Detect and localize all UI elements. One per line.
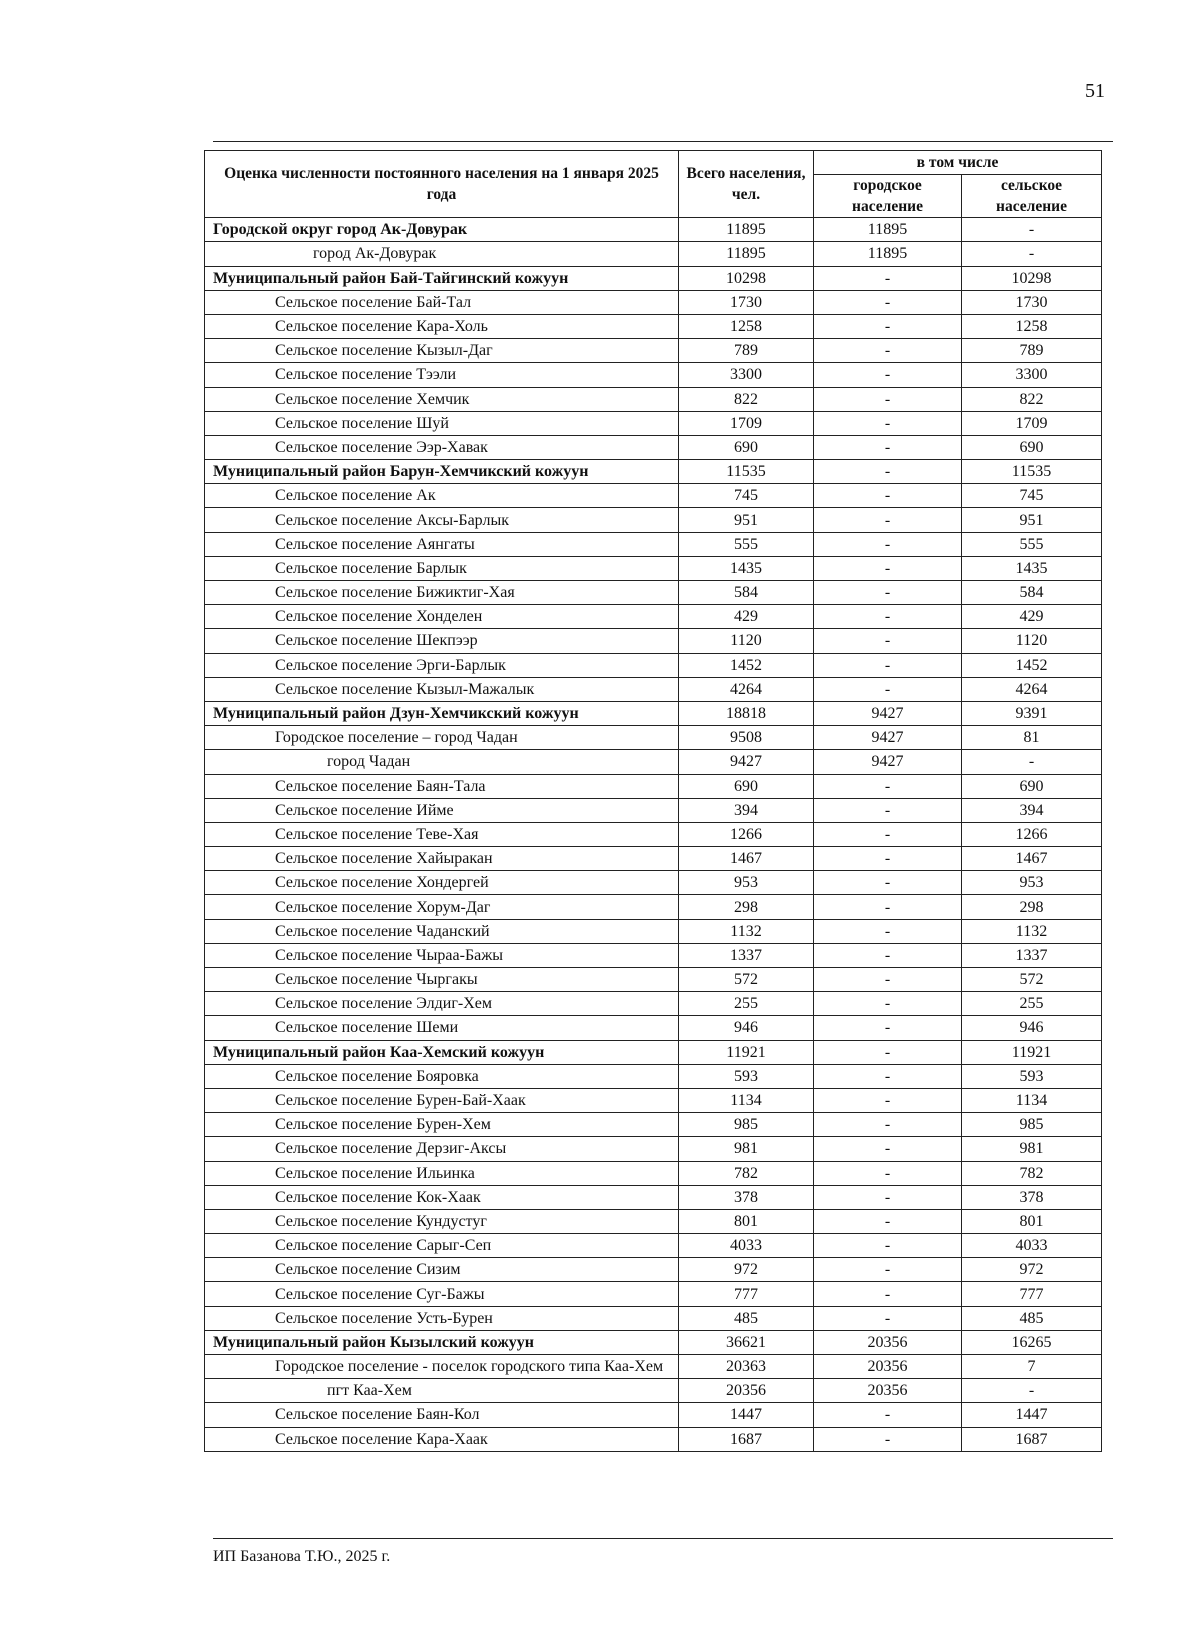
row-name: Сельское поселение Баян-Кол (205, 1403, 679, 1427)
row-urban: - (814, 1088, 962, 1112)
row-name: Сельское поселение Шекпээр (205, 629, 679, 653)
row-total: 572 (679, 968, 814, 992)
table-row (205, 726, 1102, 750)
row-total: 951 (679, 508, 814, 532)
row-total: 20356 (679, 1379, 814, 1403)
table-row (205, 605, 1102, 629)
row-urban: - (814, 460, 962, 484)
row-total: 11895 (679, 242, 814, 266)
table-row (205, 218, 1102, 242)
row-total: 1687 (679, 1427, 814, 1451)
row-urban: - (814, 1161, 962, 1185)
row-urban: - (814, 290, 962, 314)
row-urban: - (814, 435, 962, 459)
row-urban: 20356 (814, 1330, 962, 1354)
row-total: 953 (679, 871, 814, 895)
row-urban: - (814, 1403, 962, 1427)
table-row (205, 1427, 1102, 1451)
row-name: Сельское поселение Барлык (205, 556, 679, 580)
row-total: 9508 (679, 726, 814, 750)
row-urban: - (814, 1040, 962, 1064)
table-row (205, 1040, 1102, 1064)
row-total: 378 (679, 1185, 814, 1209)
row-name: Сельское поселение Кызыл-Мажалык (205, 677, 679, 701)
table-row (205, 460, 1102, 484)
table-row (205, 871, 1102, 895)
row-total: 1435 (679, 556, 814, 580)
table-row (205, 242, 1102, 266)
row-total: 1132 (679, 919, 814, 943)
row-rural: 1467 (962, 847, 1102, 871)
row-total: 394 (679, 798, 814, 822)
row-urban: 11895 (814, 242, 962, 266)
table-row (205, 1161, 1102, 1185)
row-name: Сельское поселение Чыраа-Бажы (205, 943, 679, 967)
row-urban: - (814, 871, 962, 895)
row-name: Сельское поселение Эрги-Барлык (205, 653, 679, 677)
row-rural: 555 (962, 532, 1102, 556)
row-urban: - (814, 629, 962, 653)
row-name: Сельское поселение Кара-Холь (205, 314, 679, 338)
row-urban: - (814, 677, 962, 701)
footer: ИП Базанова Т.Ю., 2025 г. (213, 1548, 391, 1565)
row-rural: 1258 (962, 314, 1102, 338)
table-row (205, 581, 1102, 605)
row-urban: - (814, 919, 962, 943)
row-rural: 1134 (962, 1088, 1102, 1112)
row-urban: - (814, 1016, 962, 1040)
table-row (205, 1403, 1102, 1427)
row-urban: - (814, 1306, 962, 1330)
row-rural: 572 (962, 968, 1102, 992)
header-urban: городское население (814, 175, 962, 218)
row-name: Сельское поселение Хорум-Даг (205, 895, 679, 919)
row-name: Сельское поселение Усть-Бурен (205, 1306, 679, 1330)
row-rural: 777 (962, 1282, 1102, 1306)
row-rural: 1132 (962, 919, 1102, 943)
row-urban: - (814, 1185, 962, 1209)
table-header (205, 151, 1102, 218)
row-name: Сельское поселение Тээли (205, 363, 679, 387)
row-total: 10298 (679, 266, 814, 290)
row-total: 593 (679, 1064, 814, 1088)
row-name: Сельское поселение Кундустуг (205, 1209, 679, 1233)
row-name: Сельское поселение Хонделен (205, 605, 679, 629)
row-name: Муниципальный район Кызылский кожуун (205, 1330, 679, 1354)
row-name: Сельское поселение Шуй (205, 411, 679, 435)
row-urban: - (814, 822, 962, 846)
row-urban: - (814, 1427, 962, 1451)
row-rural: 81 (962, 726, 1102, 750)
row-rural: 946 (962, 1016, 1102, 1040)
row-rural: 953 (962, 871, 1102, 895)
row-name: Городское поселение - поселок городского типа Каа-Хем (205, 1355, 679, 1379)
row-name: Городской округ город Ак-Довурак (205, 218, 679, 242)
row-total: 1134 (679, 1088, 814, 1112)
table-row (205, 290, 1102, 314)
row-name: Муниципальный район Дзун-Хемчикский кожуун (205, 701, 679, 725)
row-name: город Ак-Довурак (205, 242, 679, 266)
row-rural: 981 (962, 1137, 1102, 1161)
table-row (205, 1306, 1102, 1330)
row-name: Муниципальный район Бай-Тайгинский кожуун (205, 266, 679, 290)
row-urban: - (814, 314, 962, 338)
row-rural: - (962, 242, 1102, 266)
row-urban: - (814, 556, 962, 580)
row-rural: 822 (962, 387, 1102, 411)
row-total: 1337 (679, 943, 814, 967)
table-row (205, 943, 1102, 967)
row-rural: 1120 (962, 629, 1102, 653)
row-name: Сельское поселение Ийме (205, 798, 679, 822)
row-rural: 1447 (962, 1403, 1102, 1427)
row-rural: 11535 (962, 460, 1102, 484)
row-total: 1467 (679, 847, 814, 871)
table-row (205, 1088, 1102, 1112)
row-rural: - (962, 218, 1102, 242)
row-name: Сельское поселение Хемчик (205, 387, 679, 411)
row-name: Сельское поселение Чыргакы (205, 968, 679, 992)
table-row (205, 1064, 1102, 1088)
row-urban: 9427 (814, 726, 962, 750)
row-rural: 394 (962, 798, 1102, 822)
row-urban: - (814, 339, 962, 363)
row-total: 981 (679, 1137, 814, 1161)
row-total: 429 (679, 605, 814, 629)
row-rural: 9391 (962, 701, 1102, 725)
table-row (205, 484, 1102, 508)
table-row (205, 992, 1102, 1016)
row-urban: - (814, 1113, 962, 1137)
row-name: Муниципальный район Каа-Хемский кожуун (205, 1040, 679, 1064)
row-rural: 1730 (962, 290, 1102, 314)
table-row (205, 411, 1102, 435)
row-total: 1709 (679, 411, 814, 435)
row-total: 745 (679, 484, 814, 508)
row-rural: 485 (962, 1306, 1102, 1330)
row-urban: 9427 (814, 701, 962, 725)
row-total: 255 (679, 992, 814, 1016)
row-total: 584 (679, 581, 814, 605)
row-urban: - (814, 1258, 962, 1282)
row-total: 11895 (679, 218, 814, 242)
table-row (205, 1258, 1102, 1282)
row-name: Сельское поселение Хайыракан (205, 847, 679, 871)
page-number: 51 (1085, 80, 1105, 102)
row-urban: - (814, 266, 962, 290)
row-name: Сельское поселение Суг-Бажы (205, 1282, 679, 1306)
row-urban: - (814, 363, 962, 387)
row-name: Сельское поселение Элдиг-Хем (205, 992, 679, 1016)
row-name: Сельское поселение Бурен-Бай-Хаак (205, 1088, 679, 1112)
row-rural: 4033 (962, 1234, 1102, 1258)
row-total: 1447 (679, 1403, 814, 1427)
row-urban: - (814, 581, 962, 605)
row-urban: 20356 (814, 1379, 962, 1403)
row-total: 777 (679, 1282, 814, 1306)
table-row (205, 1282, 1102, 1306)
row-rural: 1452 (962, 653, 1102, 677)
table-row (205, 701, 1102, 725)
row-rural: 3300 (962, 363, 1102, 387)
table-row (205, 677, 1102, 701)
table-row (205, 508, 1102, 532)
table-row (205, 847, 1102, 871)
row-total: 690 (679, 774, 814, 798)
row-name: Сельское поселение Баян-Тала (205, 774, 679, 798)
row-total: 782 (679, 1161, 814, 1185)
row-total: 20363 (679, 1355, 814, 1379)
row-urban: - (814, 484, 962, 508)
row-name: Сельское поселение Бижиктиг-Хая (205, 581, 679, 605)
row-total: 1266 (679, 822, 814, 846)
row-total: 789 (679, 339, 814, 363)
table-row (205, 1355, 1102, 1379)
table-row (205, 1185, 1102, 1209)
row-total: 9427 (679, 750, 814, 774)
row-name: Сельское поселение Бояровка (205, 1064, 679, 1088)
row-urban: - (814, 532, 962, 556)
table-row (205, 1137, 1102, 1161)
row-total: 485 (679, 1306, 814, 1330)
table-row (205, 750, 1102, 774)
table-row (205, 532, 1102, 556)
header-including: в том числе (814, 151, 1102, 175)
table-row (205, 435, 1102, 459)
row-urban: - (814, 653, 962, 677)
row-rural: 789 (962, 339, 1102, 363)
row-rural: 690 (962, 774, 1102, 798)
row-name: пгт Каа-Хем (205, 1379, 679, 1403)
row-name: Сельское поселение Бай-Тал (205, 290, 679, 314)
table-row (205, 1330, 1102, 1354)
row-name: город Чадан (205, 750, 679, 774)
row-name: Сельское поселение Хондергей (205, 871, 679, 895)
row-urban: - (814, 1282, 962, 1306)
row-total: 946 (679, 1016, 814, 1040)
row-urban: - (814, 411, 962, 435)
table-row (205, 774, 1102, 798)
table-row (205, 1209, 1102, 1233)
table-row (205, 629, 1102, 653)
table-body (205, 218, 1102, 1452)
row-name: Сельское поселение Аксы-Барлык (205, 508, 679, 532)
row-total: 1730 (679, 290, 814, 314)
row-name: Сельское поселение Сарыг-Сеп (205, 1234, 679, 1258)
row-urban: - (814, 847, 962, 871)
table-row (205, 1234, 1102, 1258)
row-total: 36621 (679, 1330, 814, 1354)
row-rural: 1337 (962, 943, 1102, 967)
row-urban: - (814, 1234, 962, 1258)
table-row (205, 339, 1102, 363)
table-row (205, 919, 1102, 943)
row-rural: 255 (962, 992, 1102, 1016)
row-name: Сельское поселение Кок-Хаак (205, 1185, 679, 1209)
table-row (205, 387, 1102, 411)
row-name: Сельское поселение Бурен-Хем (205, 1113, 679, 1137)
row-rural: 745 (962, 484, 1102, 508)
row-name: Сельское поселение Аянгаты (205, 532, 679, 556)
row-urban: - (814, 774, 962, 798)
table-row (205, 363, 1102, 387)
row-rural: - (962, 1379, 1102, 1403)
row-total: 1120 (679, 629, 814, 653)
header-title: Оценка численности постоянного населения на 1 января 2025 года (205, 151, 679, 218)
table-row (205, 556, 1102, 580)
row-name: Сельское поселение Кызыл-Даг (205, 339, 679, 363)
row-urban: 11895 (814, 218, 962, 242)
row-urban: - (814, 943, 962, 967)
row-urban: - (814, 387, 962, 411)
row-urban: - (814, 508, 962, 532)
row-urban: - (814, 1064, 962, 1088)
row-rural: 1687 (962, 1427, 1102, 1451)
row-name: Сельское поселение Ильинка (205, 1161, 679, 1185)
row-total: 3300 (679, 363, 814, 387)
row-rural: 985 (962, 1113, 1102, 1137)
table-row (205, 1016, 1102, 1040)
row-rural: 378 (962, 1185, 1102, 1209)
table-row (205, 266, 1102, 290)
row-rural: 1709 (962, 411, 1102, 435)
row-urban: - (814, 895, 962, 919)
row-total: 11921 (679, 1040, 814, 1064)
row-rural: - (962, 750, 1102, 774)
row-name: Сельское поселение Теве-Хая (205, 822, 679, 846)
header-total: Всего населения, чел. (679, 151, 814, 218)
row-urban: - (814, 1209, 962, 1233)
row-name: Сельское поселение Кара-Хаак (205, 1427, 679, 1451)
row-total: 18818 (679, 701, 814, 725)
row-rural: 16265 (962, 1330, 1102, 1354)
row-urban: - (814, 1137, 962, 1161)
row-rural: 584 (962, 581, 1102, 605)
row-rural: 298 (962, 895, 1102, 919)
row-total: 822 (679, 387, 814, 411)
row-rural: 1266 (962, 822, 1102, 846)
row-rural: 7 (962, 1355, 1102, 1379)
row-urban: - (814, 968, 962, 992)
row-rural: 4264 (962, 677, 1102, 701)
table-row (205, 822, 1102, 846)
header-rural: сельское население (962, 175, 1102, 218)
row-total: 1258 (679, 314, 814, 338)
row-rural: 1435 (962, 556, 1102, 580)
row-name: Муниципальный район Барун-Хемчикский кожуун (205, 460, 679, 484)
table-row (205, 314, 1102, 338)
row-rural: 972 (962, 1258, 1102, 1282)
row-urban: 9427 (814, 750, 962, 774)
population-table (204, 150, 1102, 1452)
row-name: Сельское поселение Дерзиг-Аксы (205, 1137, 679, 1161)
row-total: 298 (679, 895, 814, 919)
table-row (205, 1379, 1102, 1403)
row-name: Сельское поселение Ээр-Хавак (205, 435, 679, 459)
row-total: 4264 (679, 677, 814, 701)
table-row (205, 798, 1102, 822)
row-rural: 690 (962, 435, 1102, 459)
row-total: 4033 (679, 1234, 814, 1258)
row-rural: 801 (962, 1209, 1102, 1233)
table-row (205, 1113, 1102, 1137)
table-row (205, 968, 1102, 992)
row-urban: - (814, 992, 962, 1016)
row-rural: 11921 (962, 1040, 1102, 1064)
row-name: Сельское поселение Шеми (205, 1016, 679, 1040)
top-rule (213, 141, 1113, 142)
row-urban: 20356 (814, 1355, 962, 1379)
table-row (205, 895, 1102, 919)
row-total: 555 (679, 532, 814, 556)
row-rural: 782 (962, 1161, 1102, 1185)
table-row (205, 653, 1102, 677)
row-total: 972 (679, 1258, 814, 1282)
row-total: 985 (679, 1113, 814, 1137)
row-urban: - (814, 605, 962, 629)
row-name: Сельское поселение Сизим (205, 1258, 679, 1282)
row-urban: - (814, 798, 962, 822)
row-rural: 951 (962, 508, 1102, 532)
row-total: 801 (679, 1209, 814, 1233)
row-rural: 429 (962, 605, 1102, 629)
row-name: Сельское поселение Ак (205, 484, 679, 508)
row-rural: 10298 (962, 266, 1102, 290)
row-total: 11535 (679, 460, 814, 484)
row-name: Сельское поселение Чаданский (205, 919, 679, 943)
row-rural: 593 (962, 1064, 1102, 1088)
row-total: 690 (679, 435, 814, 459)
bottom-rule (213, 1538, 1113, 1539)
row-name: Городское поселение – город Чадан (205, 726, 679, 750)
row-total: 1452 (679, 653, 814, 677)
